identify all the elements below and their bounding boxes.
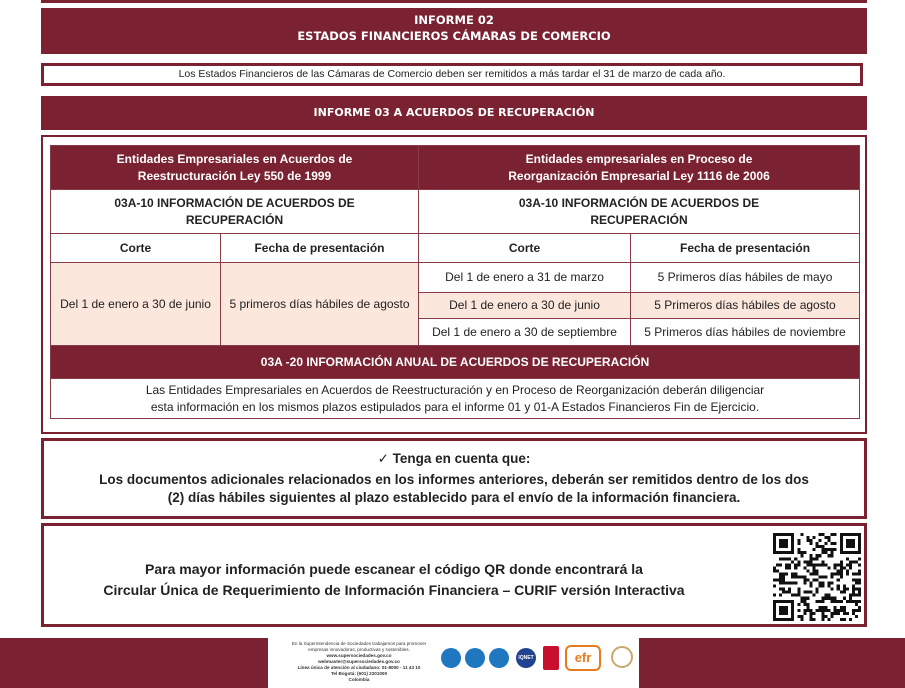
left-fecha-cell: 5 primeros días hábiles de agosto xyxy=(221,263,419,346)
certification-icon xyxy=(489,648,509,668)
left-group-header: Entidades Empresariales en Acuerdos de Reestructuración Ley 550 de 1999 xyxy=(51,146,419,190)
right-corte-cell: Del 1 de enero a 30 de junio xyxy=(419,293,631,319)
footer-contact: En la Superintendencia de Sociedades trabajamos para promover empresas innovadoras, productivas y sostenibles. www.supersociedades.gov.co webmaster@supersociedades.gov.co Línea única de atención al ciudadano: 01-8000 - 11 43 10 Tel Bogotá: (601) 2201000 Colombia xyxy=(291,641,427,682)
right-corte-cell: Del 1 de enero a 31 de marzo xyxy=(419,263,631,293)
acuerdos-table-frame xyxy=(41,135,867,434)
col-header-fecha-left: Fecha de presentación xyxy=(221,234,419,263)
footer-panel xyxy=(268,638,639,688)
informe-02-title: INFORME 02 xyxy=(414,13,494,27)
tenga-title: ✓ Tenga en cuenta que: xyxy=(377,451,531,467)
right-fecha-cell: 5 Primeros días hábiles de noviembre xyxy=(631,319,860,346)
tenga-body: Los documentos adicionales relacionados en los informes anteriores, deberán ser remitidos dentro de los dos (2) días hábiles siguientes al plazo establecido para el envío de la información financiera. xyxy=(99,472,809,505)
certification-icon xyxy=(441,648,461,668)
right-fecha-cell: 5 Primeros días hábiles de mayo xyxy=(631,263,860,293)
col-header-fecha-right: Fecha de presentación xyxy=(631,234,860,263)
certification-icon xyxy=(465,648,485,668)
col-header-corte-left: Corte xyxy=(51,234,221,263)
informe-02-banner xyxy=(41,8,867,54)
left-corte-cell: Del 1 de enero a 30 de junio xyxy=(51,263,221,346)
col-header-corte-right: Corte xyxy=(419,234,631,263)
award-icon xyxy=(543,646,559,670)
efr-badge: efr xyxy=(565,645,601,671)
left-sub-header: 03A-10 INFORMACIÓN DE ACUERDOS DE RECUPERACIÓN xyxy=(51,190,419,234)
iqnet-badge: IQNET xyxy=(516,648,536,668)
informe-03-title: INFORME 03 A ACUERDOS DE RECUPERACIÓN xyxy=(313,106,595,119)
camaras-notice xyxy=(41,63,863,86)
informe-03-banner xyxy=(41,96,867,130)
right-corte-cell: Del 1 de enero a 30 de septiembre xyxy=(419,319,631,346)
right-sub-header: 03A-10 INFORMACIÓN DE ACUERDOS DE RECUPERACIÓN xyxy=(419,190,860,234)
seal-icon xyxy=(611,646,633,668)
annual-header: 03A -20 INFORMACIÓN ANUAL DE ACUERDOS DE RECUPERACIÓN xyxy=(51,346,860,379)
check-icon: ✓ xyxy=(377,451,389,467)
informe-02-subtitle: ESTADOS FINANCIEROS CÁMARAS DE COMERCIO xyxy=(297,29,611,43)
qr-info-box xyxy=(41,523,867,627)
acuerdos-table xyxy=(50,145,860,419)
qr-info-text: Para mayor información puede escanear el código QR donde encontrará la Circular Única de Requerimiento de Información Financiera – CURIF versión Interactiva xyxy=(103,561,685,598)
annual-text: Las Entidades Empresariales en Acuerdos de Reestructuración y en Proceso de Reorganización deberán diligenciar esta información en los mismos plazos estipulados para el informe 01 y 01-A Estados Financieros Fin de Ejercicio. xyxy=(51,379,860,419)
footer-bar xyxy=(0,638,905,688)
right-fecha-cell: 5 Primeros días hábiles de agosto xyxy=(631,293,860,319)
right-group-header: Entidades empresariales en Proceso de Reorganización Empresarial Ley 1116 de 2006 xyxy=(419,146,860,190)
camaras-notice-text: Los Estados Financieros de las Cámaras de Comercio deben ser remitidos a más tardar el 31 de marzo de cada año. xyxy=(178,68,726,80)
top-divider xyxy=(41,0,867,3)
tenga-en-cuenta-box xyxy=(41,438,867,519)
qr-code[interactable] xyxy=(773,533,861,621)
